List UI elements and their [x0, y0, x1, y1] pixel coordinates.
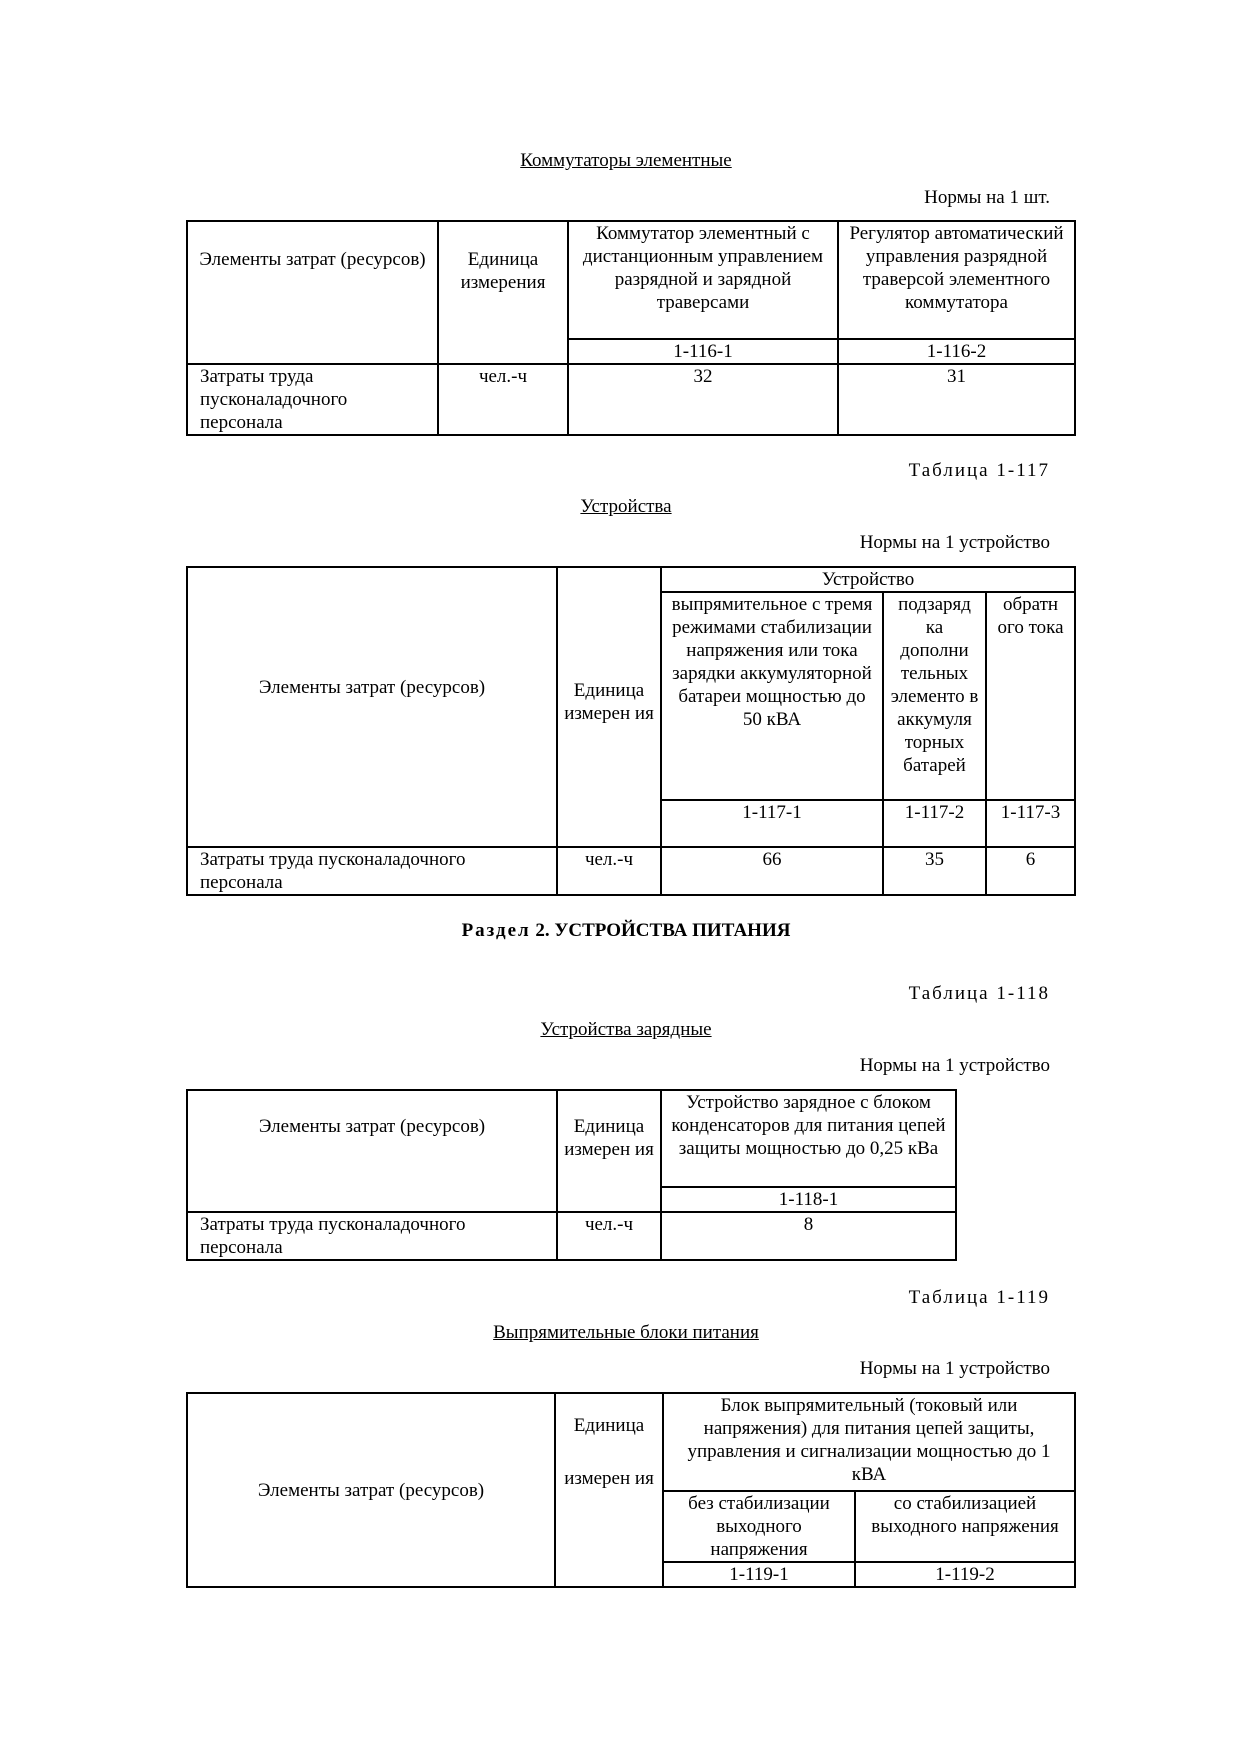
header-col-1: Коммутатор элементный с дистанционным управлением разрядной и зарядной траверсами: [568, 221, 838, 339]
header-elements: Элементы затрат (ресурсов): [187, 1393, 555, 1587]
code-cell: 1-119-2: [855, 1562, 1075, 1587]
header-group: Блок выпрямительный (токовый или напряжения) для питания цепей защиты, управления и сигнализации мощностью до 1 кВА: [663, 1393, 1075, 1491]
section-text: 2. УСТРОЙСТВА ПИТАНИЯ: [535, 920, 791, 941]
header-unit: Единица измерения: [438, 221, 568, 364]
row-unit: чел.-ч: [557, 847, 661, 895]
norms-label: Нормы на 1 устройство: [859, 532, 1050, 553]
code-cell: 1-116-2: [838, 339, 1075, 364]
header-col-3: обратн ого тока: [986, 592, 1075, 800]
row-unit: чел.-ч: [438, 364, 568, 435]
table-title: Устройства зарядные: [540, 1019, 712, 1040]
value-cell: 8: [661, 1212, 956, 1260]
code-cell: 1-118-1: [661, 1187, 956, 1212]
norms-label: Нормы на 1 шт.: [924, 187, 1050, 208]
header-unit-top: Единица: [573, 1415, 645, 1436]
header-unit-bottom: измерен ия: [564, 1468, 654, 1489]
code-cell: 1-117-3: [986, 800, 1075, 847]
table-1-118: [186, 1089, 957, 1261]
table-1-117: [186, 566, 1076, 896]
row-label: Затраты труда пусконаладочного персонала: [187, 364, 438, 435]
header-elements: Элементы затрат (ресурсов): [187, 1090, 557, 1212]
row-label: Затраты труда пусконаладочного персонала: [187, 1212, 557, 1260]
table-1-116: [186, 220, 1076, 436]
header-col-2: Регулятор автоматический управления разрядной траверсой элементного коммутатора: [838, 221, 1075, 339]
norms-label: Нормы на 1 устройство: [859, 1055, 1050, 1076]
header-elements: Элементы затрат (ресурсов): [187, 567, 557, 847]
value-cell: 6: [986, 847, 1075, 895]
value-cell: 66: [661, 847, 883, 895]
table-title: Выпрямительные блоки питания: [493, 1322, 759, 1343]
code-cell: 1-116-1: [568, 339, 838, 364]
header-col-1: выпрямительное с тремя режимами стабилизации напряжения или тока зарядки аккумуляторной батареи мощностью до 50 кВА: [661, 592, 883, 800]
header-col-2: подзаряд ка дополни тельных элементо в аккумуля торных батарей: [883, 592, 986, 800]
code-cell: 1-117-2: [883, 800, 986, 847]
header-col-2: со стабилизацией выходного напряжения: [855, 1491, 1075, 1562]
header-unit: [555, 1393, 663, 1587]
header-unit: Единица измерен ия: [557, 567, 661, 847]
header-col-1: без стабилизации выходного напряжения: [663, 1491, 855, 1562]
value-cell: 35: [883, 847, 986, 895]
code-cell: 1-119-1: [663, 1562, 855, 1587]
section-heading: [186, 920, 1066, 942]
section-prefix: Раздел: [461, 920, 531, 941]
header-col-1: Устройство зарядное с блоком конденсаторов для питания цепей защиты мощностью до 0,25 кВа: [661, 1090, 956, 1187]
table-1-119: [186, 1392, 1076, 1588]
table-title: Коммутаторы элементные: [520, 150, 732, 171]
header-unit: Единица измерен ия: [557, 1090, 661, 1212]
norms-label: Нормы на 1 устройство: [859, 1358, 1050, 1379]
header-group: Устройство: [661, 567, 1075, 592]
table-label: Таблица 1-118: [908, 983, 1050, 1004]
table-label: Таблица 1-117: [908, 460, 1050, 481]
value-cell: 31: [838, 364, 1075, 435]
header-elements: Элементы затрат (ресурсов): [187, 221, 438, 364]
code-cell: 1-117-1: [661, 800, 883, 847]
row-unit: чел.-ч: [557, 1212, 661, 1260]
table-title: Устройства: [580, 496, 672, 517]
row-label: Затраты труда пусконаладочного персонала: [187, 847, 557, 895]
table-label: Таблица 1-119: [908, 1287, 1050, 1308]
value-cell: 32: [568, 364, 838, 435]
